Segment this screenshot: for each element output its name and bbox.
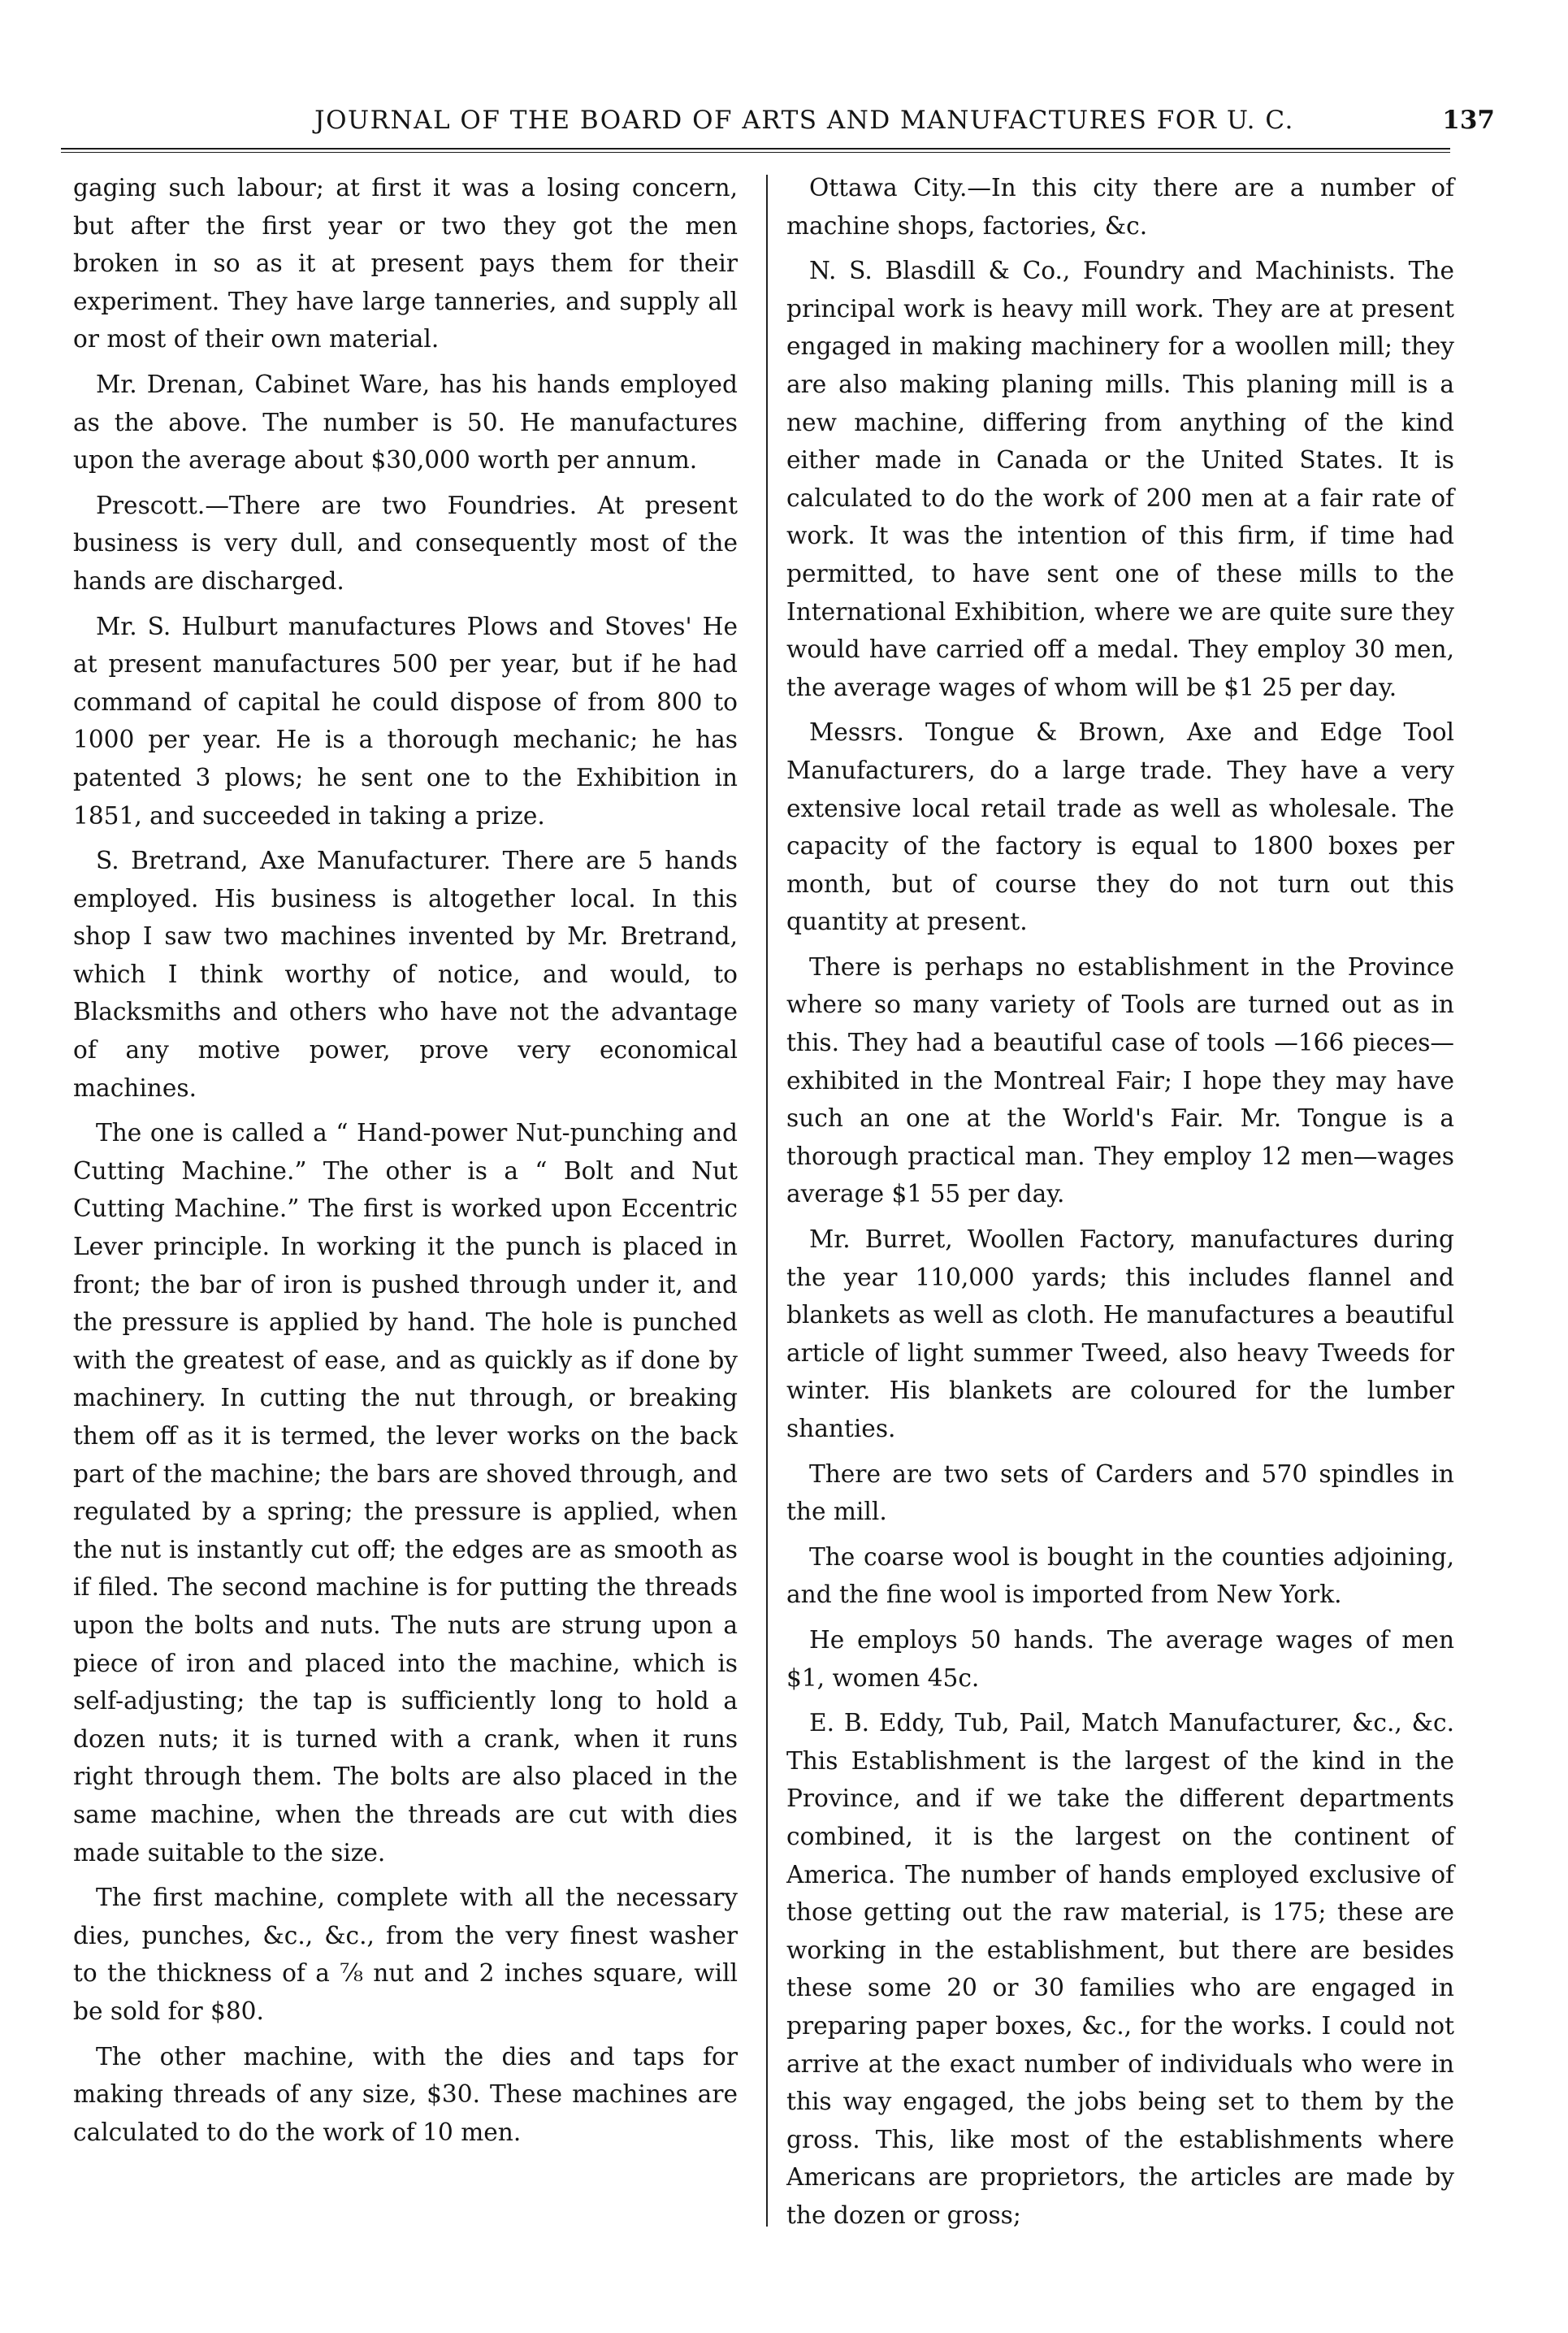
paragraph: The other machine, with the dies and taps for making threads of any size, $30. These machines are calculated to do the work of 10 men.: [73, 2042, 738, 2146]
paragraph: There are two sets of Carders and 570 spindles in the mill.: [786, 1459, 1454, 1526]
header-rule: [61, 148, 1450, 150]
paragraph: He employs 50 hands. The average wages of men $1, women 45c.: [786, 1625, 1454, 1692]
paragraph: There is perhaps no establishment in the Province where so many variety of Tools are turned out as in this. They had a beautiful case of tools —166 pieces—exhibited in the Montreal Fair; I hope they may have such an one at the World's Fair. Mr. Tongue is a thorough practical man. They employ 12 men—wages average $1 55 per day.: [786, 952, 1454, 1208]
paragraph: The one is called a “ Hand-power Nut-punching and Cutting Machine.” The other is a “ Bolt and Nut Cutting Machine.” The first is worked upon Eccentric Lever principle. In working it the punch is placed in front; the bar of iron is pushed through under it, and the pressure is applied by hand. The hole is punched with the greatest of ease, and as quickly as if done by machinery. In cutting the nut through, or breaking them off as it is termed, the lever works on the back part of the machine; the bars are shoved through, and regulated by a spring; the pressure is applied, when the nut is instantly cut off; the edges are as smooth as if filed. The second machine is for putting the threads upon the bolts and nuts. The nuts are strung upon a piece of iron and placed into the machine, which is self-adjusting; the tap is sufficiently long to hold a dozen nuts; it is turned with a crank, when it runs right through them. The bolts are also placed in the same machine, when the threads are cut with dies made suitable to the size.: [73, 1119, 738, 1867]
running-header: [73, 106, 1495, 145]
left-column: [73, 169, 738, 2158]
paragraph: Prescott.—There are two Foundries. At present business is very dull, and consequently most of the hands are discharged.: [73, 491, 738, 595]
paragraph: Mr. Drenan, Cabinet Ware, has his hands employed as the above. The number is 50. He manufactures upon the average about $30,000 worth per annum.: [73, 370, 738, 475]
paragraph: N. S. Blasdill & Co., Foundry and Machinists. The principal work is heavy mill work. They are at present engaged in making machinery for a woollen mill; they are also making planing mills. This planing mill is a new machine, differing from anything of the kind either made in Canada or the United States. It is calculated to do the work of 200 men at a fair rate of work. It was the intention of this firm, if time had permitted, to have sent one of these mills to the International Exhibition, where we are quite sure they would have carried off a medal. They employ 30 men, the average wages of whom will be $1 25 per day.: [786, 257, 1454, 701]
header-rule-thin: [61, 152, 1450, 153]
paragraph: gaging such labour; at first it was a losing concern, but after the first year or two they got the men broken in so as it at present pays them for their experiment. They have large tanneries, and supply all or most of their own material.: [73, 174, 738, 353]
paragraph: E. B. Eddy, Tub, Pail, Match Manufacturer, &c., &c. This Establishment is the largest of the kind in the Province, and if we take the different departments combined, it is the largest on the continent of America. The number of hands employed exclusive of those getting out the raw material, is 175; these are working in the establishment, but there are besides these some 20 or 30 families who are engaged in preparing paper boxes, &c., for the works. I could not arrive at the exact number of individuals who were in this way engaged, the jobs being set to them by the gross. This, like most of the establishments where Americans are proprietors, the articles are made by the dozen or gross;: [786, 1709, 1454, 2229]
right-column: [786, 169, 1454, 2241]
paragraph: Mr. Burret, Woollen Factory, manufactures during the year 110,000 yards; this includes flannel and blankets as well as cloth. He manufactures a beautiful article of light summer Tweed, also heavy Tweeds for winter. His blankets are coloured for the lumber shanties.: [786, 1225, 1454, 1442]
journal-title: JOURNAL OF THE BOARD OF ARTS AND MANUFACTURES FOR U. C.: [314, 106, 1294, 135]
column-divider: [766, 175, 768, 2227]
paragraph: S. Bretrand, Axe Manufacturer. There are 5 hands employed. His business is altogether local. In this shop I saw two machines invented by Mr. Bretrand, which I think worthy of notice, and would, to Blacksmiths and others who have not the advantage of any motive power, prove very economical machines.: [73, 847, 738, 1102]
paragraph: The first machine, complete with all the necessary dies, punches, &c., &c., from the very finest washer to the thickness of a ⅞ nut and 2 inches square, will be sold for $80.: [73, 1884, 738, 2025]
paragraph: Mr. S. Hulburt manufactures Plows and Stoves' He at present manufactures 500 per year, but if he had command of capital he could dispose of from 800 to 1000 per year. He is a thorough mechanic; he has patented 3 plows; he sent one to the Exhibition in 1851, and succeeded in taking a prize.: [73, 612, 738, 830]
paragraph: Messrs. Tongue & Brown, Axe and Edge Tool Manufacturers, do a large trade. They have a very extensive local retail trade as well as wholesale. The capacity of the factory is equal to 1800 boxes per month, but of course they do not turn out this quantity at present.: [786, 718, 1454, 936]
page-number: 137: [1442, 106, 1495, 135]
paragraph: Ottawa City.—In this city there are a number of machine shops, factories, &c.: [786, 174, 1454, 240]
paragraph: The coarse wool is bought in the counties adjoining, and the fine wool is imported from New York.: [786, 1542, 1454, 1609]
